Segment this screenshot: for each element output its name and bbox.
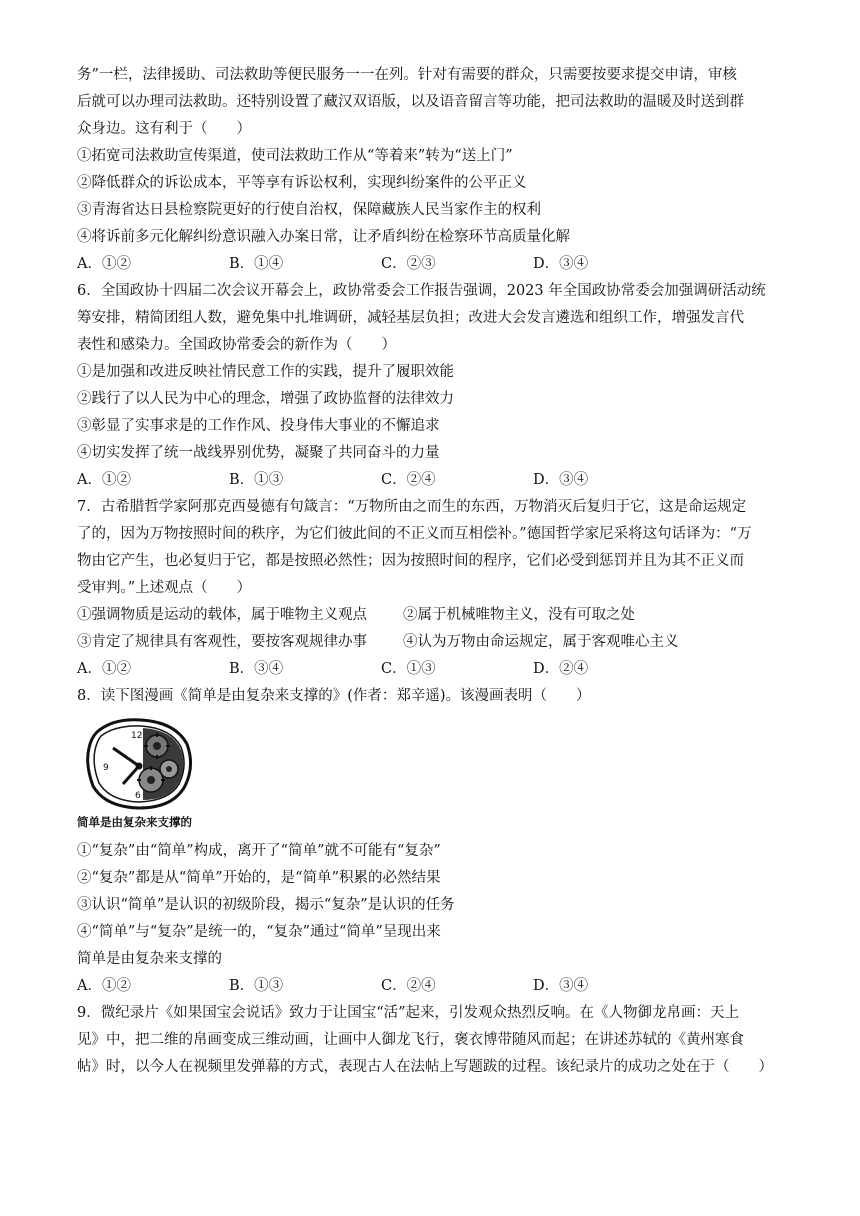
- question-stem-line: 7．古希腊哲学家阿那克西曼德有句箴言：“万物所由之而生的东西，万物消灭后复归于它，这是命运规定: [77, 499, 747, 515]
- svg-text:12: 12: [131, 731, 143, 741]
- statement-item: ②“复杂”都是从“简单”开始的，是“简单”积累的必然结果: [77, 870, 441, 886]
- question-7: [77, 494, 789, 683]
- option-c: C．②③: [381, 256, 436, 272]
- option-a: A．①②: [77, 978, 131, 994]
- question-6: [77, 278, 789, 494]
- statement-item: ④切实发挥了统一战线界别优势，凝聚了共同奋斗的力量: [77, 445, 440, 461]
- statement-item: ①强调物质是运动的载体，属于唯物主义观点: [77, 607, 367, 623]
- option-b: B．①④: [229, 256, 284, 272]
- question-stem-line: 6．全国政协十四届二次会议开幕会上，政协常委会工作报告强调，2023 年全国政协常委会加强调研活动统: [77, 283, 766, 299]
- statement-pair: [77, 629, 789, 656]
- statement-item: ①拓宽司法救助宣传渠道，使司法救助工作从“等着来”转为“送上门”: [77, 148, 513, 164]
- option-d: D．③④: [533, 978, 589, 994]
- option-b: B．③④: [229, 661, 284, 677]
- cartoon-figure: [77, 714, 789, 814]
- option-b: B．①③: [229, 978, 284, 994]
- statement-item: ③肯定了规律具有客观性，要按客观规律办事: [77, 634, 367, 650]
- question-stem-line: 务”一栏，法律援助、司法救助等便民服务一一在列。针对有需要的群众，只需要按要求提交申请，审核: [77, 67, 737, 83]
- cartoon-caption: 简单是由复杂来支撑的: [77, 815, 192, 829]
- clock-cartoon-icon: [83, 714, 195, 812]
- statement-item: ②践行了以人民为中心的理念，增强了政协监督的法律效力: [77, 391, 454, 407]
- statement-item: ③认识“简单”是认识的初级阶段，揭示“复杂”是认识的任务: [77, 897, 455, 913]
- answer-options: [77, 973, 789, 1000]
- question-stem-line: 8．读下图漫画《简单是由复杂来支撑的》(作者：郑辛遥)。该漫画表明（ ）: [77, 688, 591, 704]
- option-a: A．①②: [77, 661, 131, 677]
- statement-item: ①“复杂”由“简单”构成，离开了“简单”就不可能有“复杂”: [77, 843, 441, 859]
- statement-item: ②属于机械唯物主义，没有可取之处: [403, 607, 635, 623]
- statement-item: ②降低群众的诉讼成本，平等享有诉讼权利，实现纠纷案件的公平正义: [77, 175, 527, 191]
- statement-pair: [77, 602, 789, 629]
- option-d: D．③④: [533, 256, 589, 272]
- option-b: B．①③: [229, 472, 284, 488]
- statement-item: ④认为万物由命运规定，属于客观唯心主义: [403, 634, 679, 650]
- statement-item: ④将诉前多元化解纠纷意识融入办案日常，让矛盾纠纷在检察环节高质量化解: [77, 229, 570, 245]
- question-9: [77, 1000, 789, 1081]
- option-c: C．②④: [381, 472, 436, 488]
- question-5: [77, 62, 789, 278]
- option-a: A．①②: [77, 472, 131, 488]
- statement-item: ③彰显了实事求是的工作作风、投身伟大事业的不懈追求: [77, 418, 440, 434]
- svg-text:6: 6: [135, 791, 141, 801]
- option-c: C．②④: [381, 978, 436, 994]
- answer-options: [77, 251, 789, 278]
- option-a: A．①②: [77, 256, 131, 272]
- option-d: D．②④: [533, 661, 589, 677]
- repeated-caption-text: 简单是由复杂来支撑的: [77, 951, 222, 967]
- question-stem-line: 后就可以办理司法救助。还特别设置了藏汉双语版，以及语音留言等功能，把司法救助的温暖及时送到群: [77, 94, 744, 110]
- question-stem-line: 9．微纪录片《如果国宝会说话》致力于让国宝“活”起来，引发观众热烈反响。在《人物御龙帛画：天上: [77, 1005, 740, 1021]
- answer-options: [77, 467, 789, 494]
- question-stem-line: 见》中，把二维的帛画变成三维动画，让画中人御龙飞行，褒衣博带随风而起；在讲述苏轼的《黄州寒食: [77, 1032, 744, 1048]
- question-stem-line: 了的，因为万物按照时间的秩序，为它们彼此间的不正义而互相偿补。”德国哲学家尼采将这句话译为：“万: [77, 526, 752, 542]
- option-d: D．③④: [533, 472, 589, 488]
- svg-text:9: 9: [103, 763, 109, 773]
- question-8: [77, 683, 789, 1000]
- question-stem-line: 众身边。这有利于（ ）: [77, 121, 251, 137]
- answer-options: [77, 656, 789, 683]
- question-stem-line: 筹安排，精简团组人数，避免集中扎堆调研，减轻基层负担；改进大会发言遴选和组织工作，增强发言代: [77, 310, 744, 326]
- statement-item: ③青海省达日县检察院更好的行使自治权，保障藏族人民当家作主的权利: [77, 202, 541, 218]
- question-stem-line: 帖》时，以今人在视频里发弹幕的方式，表现古人在法帖上写题跋的过程。该纪录片的成功之处在于（ ）: [77, 1059, 773, 1075]
- exam-page: [77, 62, 789, 1081]
- question-stem-line: 受审判。”上述观点（ ）: [77, 580, 252, 596]
- question-stem-line: 表性和感染力。全国政协常委会的新作为（ ）: [77, 337, 396, 353]
- statement-item: ④“简单”与“复杂”是统一的，“复杂”通过“简单”呈现出来: [77, 924, 441, 940]
- question-stem-line: 物由它产生，也必复归于它，都是按照必然性；因为按照时间的程序，它们必受到惩罚并且为其不正义而: [77, 553, 744, 569]
- statement-item: ①是加强和改进反映社情民意工作的实践，提升了履职效能: [77, 364, 454, 380]
- option-c: C．①③: [381, 661, 436, 677]
